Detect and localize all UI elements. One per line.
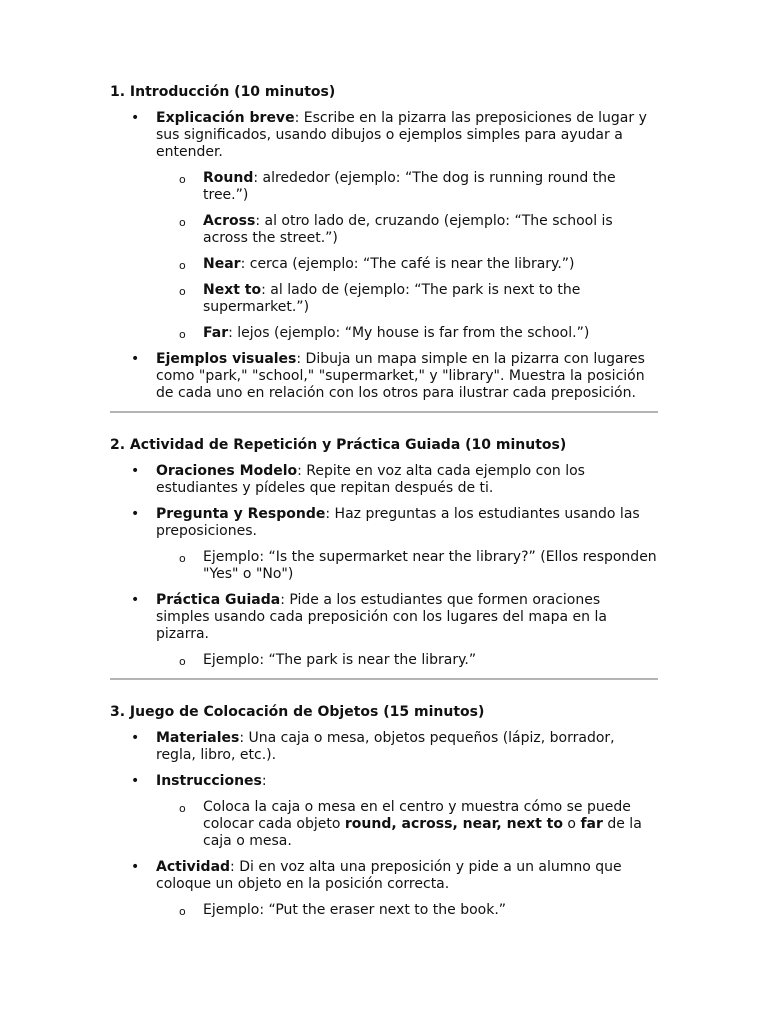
section-title: 1. Introducción (10 minutos) bbox=[110, 84, 336, 100]
item-text: Ejemplo: “Is the supermarket near the library?” (Ellos responden "Yes" o "No") bbox=[203, 549, 657, 582]
bullet-marker: • bbox=[131, 730, 140, 746]
section-actividad-repeticion bbox=[110, 437, 658, 669]
bullet-list bbox=[110, 110, 658, 402]
item-label: Oraciones Modelo bbox=[156, 463, 298, 479]
sub-bullet-marker: o bbox=[179, 259, 186, 272]
item-text: : Repite en voz alta cada ejemplo con los estudiantes y pídeles que repitan después de ti. bbox=[156, 463, 585, 496]
section-juego-colocacion bbox=[110, 704, 658, 919]
item-text-part: de la caja o mesa. bbox=[203, 816, 642, 849]
sub-bullet-marker: o bbox=[179, 552, 186, 565]
lesson-plan-page bbox=[110, 84, 658, 928]
section-divider bbox=[110, 678, 658, 680]
sub-bullet-marker: o bbox=[179, 328, 186, 341]
item-text: : cerca (ejemplo: “The café is near the library.”) bbox=[240, 256, 575, 272]
sub-list-item bbox=[110, 256, 658, 273]
item-label: Round bbox=[203, 170, 254, 186]
item-text: : al lado de (ejemplo: “The park is next to the supermarket.”) bbox=[203, 282, 581, 315]
sub-list-item bbox=[110, 325, 658, 342]
item-label: Near bbox=[203, 256, 241, 272]
sub-bullet-marker: o bbox=[179, 905, 186, 918]
item-label: Far bbox=[203, 325, 229, 341]
sub-bullet-marker: o bbox=[179, 216, 186, 229]
sub-list-item bbox=[110, 799, 658, 850]
item-text: : alrededor (ejemplo: “The dog is running round the tree.”) bbox=[203, 170, 616, 203]
item-label: Materiales bbox=[156, 730, 240, 746]
item-text: : Dibuja un mapa simple en la pizarra con lugares como "park," "school," "supermarket," y "library". Muestra la posición de cada uno en relación con los otros para ilustrar cada preposición. bbox=[156, 351, 645, 401]
list-item bbox=[110, 773, 658, 850]
list-item bbox=[110, 506, 658, 583]
item-text-part: Coloca la caja o mesa en el centro y muestra cómo se puede colocar cada objeto bbox=[203, 799, 631, 832]
list-item bbox=[110, 592, 658, 669]
sub-list bbox=[156, 549, 658, 583]
item-text: : Di en voz alta una preposición y pide a un alumno que coloque un objeto en la posición correcta. bbox=[156, 859, 622, 892]
sub-bullet-marker: o bbox=[179, 285, 186, 298]
sub-list-item bbox=[110, 549, 658, 583]
item-text: : bbox=[261, 773, 267, 789]
sub-bullet-marker: o bbox=[179, 802, 186, 815]
bullet-marker: • bbox=[131, 859, 140, 875]
sub-bullet-marker: o bbox=[179, 655, 186, 668]
item-text: Ejemplo: “The park is near the library.” bbox=[203, 652, 477, 668]
item-text: : Escribe en la pizarra las preposiciones de lugar y sus significados, usando dibujos o ejemplos simples para ayudar a entender. bbox=[156, 110, 647, 160]
item-label: Actividad bbox=[156, 859, 231, 875]
item-text: Ejemplo: “Put the eraser next to the book.” bbox=[203, 902, 507, 918]
item-text: : Una caja o mesa, objetos pequeños (lápiz, borrador, regla, libro, etc.). bbox=[156, 730, 615, 763]
section-divider bbox=[110, 411, 658, 413]
item-text: : lejos (ejemplo: “My house is far from the school.”) bbox=[228, 325, 590, 341]
bullet-marker: • bbox=[131, 110, 140, 126]
sub-list bbox=[156, 902, 658, 919]
item-text: : Haz preguntas a los estudiantes usando las preposiciones. bbox=[156, 506, 640, 539]
list-item bbox=[110, 730, 658, 764]
bullet-marker: • bbox=[131, 773, 140, 789]
list-item bbox=[110, 463, 658, 497]
item-text-part-bold: round, across, near, next to bbox=[344, 816, 563, 832]
bullet-list bbox=[110, 463, 658, 669]
bullet-marker: • bbox=[131, 592, 140, 608]
item-text-part-bold: far bbox=[580, 816, 603, 832]
sub-list-item bbox=[110, 170, 658, 204]
item-label: Across bbox=[203, 213, 256, 229]
sub-list-item bbox=[110, 282, 658, 316]
sub-list-item bbox=[110, 652, 658, 669]
bullet-marker: • bbox=[131, 506, 140, 522]
sub-list bbox=[156, 652, 658, 669]
list-item bbox=[110, 859, 658, 919]
bullet-marker: • bbox=[131, 351, 140, 367]
item-label: Práctica Guiada bbox=[156, 592, 281, 608]
item-label: Next to bbox=[203, 282, 262, 298]
item-label: Explicación breve bbox=[156, 110, 295, 126]
item-label: Ejemplos visuales bbox=[156, 351, 297, 367]
bullet-list bbox=[110, 730, 658, 919]
sub-list bbox=[156, 170, 658, 342]
sub-bullet-marker: o bbox=[179, 173, 186, 186]
item-text: : al otro lado de, cruzando (ejemplo: “The school is across the street.”) bbox=[203, 213, 613, 246]
item-text: : Pide a los estudiantes que formen oraciones simples usando cada preposición con los lugares del mapa en la pizarra. bbox=[156, 592, 607, 642]
section-title: 2. Actividad de Repetición y Práctica Guiada (10 minutos) bbox=[110, 437, 567, 453]
section-title: 3. Juego de Colocación de Objetos (15 minutos) bbox=[110, 704, 485, 720]
sub-list bbox=[156, 799, 658, 850]
section-introduccion bbox=[110, 84, 658, 402]
sub-list-item bbox=[110, 902, 658, 919]
bullet-marker: • bbox=[131, 463, 140, 479]
list-item bbox=[110, 351, 658, 402]
item-label: Pregunta y Responde bbox=[156, 506, 326, 522]
sub-list-item bbox=[110, 213, 658, 247]
item-text-part: o bbox=[562, 816, 581, 832]
item-label: Instrucciones bbox=[156, 773, 262, 789]
list-item bbox=[110, 110, 658, 342]
